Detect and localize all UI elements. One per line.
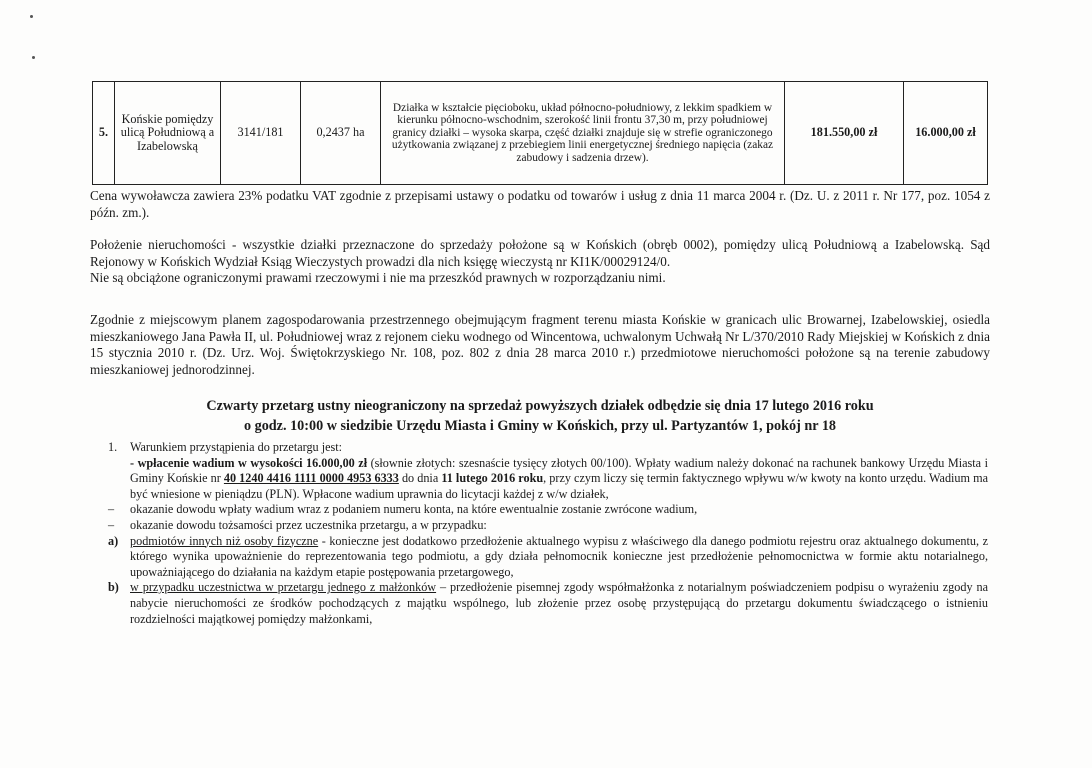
deposit-amount: 16.000,00 zł [904,82,988,185]
item-a-marker: a) [108,533,119,548]
dash-marker: – [108,502,115,517]
list-item [108,502,988,518]
spouse-item [130,580,988,627]
dash-marker: – [108,517,115,532]
list-item [108,440,988,502]
vat-text: Cena wywoławcza zawiera 23% podatku VAT zgodnie z przepisami ustawy o podatku od towarów i usług z dnia 11 marca 2004 r. (Dz. U. z 2011 r. Nr 177, poz. 1054 z późn. zm.). [90,188,990,220]
wadium-text: , przy czym liczy się termin faktycznego wpływu w/w kwoty na konto urzędu. Wadium ma być wniesione w pieniądzu (PLN). Wpłacone wadium uprawnia do licytacji każdej z w/w działek, [130,471,988,501]
list-number: 1. [108,440,118,454]
location-text: Położenie nieruchomości - wszystkie działki przeznaczone do sprzedaży położone są w Końskich (obręb 0002), pomiędzy ulicą Południową a Izabelowską. Sąd Rejonowy w Końskich Wydział Ksiąg Wieczystych prowadzi dla nich księgę wieczystą nr KI1K/00029124/0. [90,237,990,269]
legal-entities-text: - konieczne jest dodatkowo przedłożenie aktualnego wypisu z właściwego dla danego podmiotu rejestru oraz aktualnego dokumentu, z którego wynika upoważnienie do reprezentowania tego podmiotu, a gdy działa pełnomocnik konieczne jest przedłożenie pełnomocnictwa w formie aktu notarialnego, upoważniającego do działania na każdym etapie postępowania przetargowego, [130,533,988,579]
wadium-paragraph [130,456,988,503]
plot-area: 0,2437 ha [301,82,381,185]
plot-number: 3141/181 [221,82,301,185]
wadium-text: do dnia [398,471,442,486]
conditions-intro: Warunkiem przystąpienia do przetargu jest: [130,440,343,454]
legal-entities-item [130,534,988,581]
scan-speck [30,15,33,18]
conditions-list [108,440,988,627]
starting-price: 181.550,00 zł [785,82,904,185]
auction-heading-line1: Czwarty przetarg ustny nieograniczony na sprzedaż powyższych działek odbędzie się dnia 17 lutego 2016 roku [206,398,874,414]
auction-heading-line2: o godz. 10:00 w siedzibie Urzędu Miasta i Gminy w Końskich, przy ul. Partyzantów 1, pokój nr 18 [243,418,837,434]
location-paragraph [90,237,990,287]
list-item [108,534,988,581]
wadium-text: (słownie złotych: szesnaście tysięcy złotych 00/100). Wpłaty wadium należy dokonać na rachunek bankowy Urzędu Miasta i Gminy Końskie nr [130,455,988,486]
bank-account-number: 40 1240 4416 1111 0000 4953 6333 [223,471,399,486]
list-item [108,580,988,627]
zoning-text: Zgodnie z miejscowym planem zagospodarowania przestrzennego obejmującym fragment terenu miasta Końskie w granicach ulic Browarnej, Izabelowskiej, osiedla mieszkaniowego Jana Pawła II, ul. Południowej wraz z rejonem cieku wodnego od Wincentowa, uchwalonym Uchwałą Nr L/370/2010 Rady Miejskiej w Końskich z dnia 15 stycznia 2010 r. (Dz. Urz. Woj. Świętokrzyskiego Nr. 108, poz. 802 z dnia 28 marca 2010 r.) przedmiotowe nieruchomości położone są na terenie zabudowy mieszkaniowej jednorodzinnej. [90,312,990,377]
spouse-text: – przedłożenie pisemnej zgody współmałżonka z notarialnym poświadczeniem podpisu o wyrażeniu zgody na nabycie nieruchomości ze środków pochodzących z majątku wspólnego, lub złożenie przez osobę przystępującą do przetargu dokumentu świadczącego o istnieniu rozdzielności majątkowej pomiędzy małżonkami, [130,580,988,626]
list-item [108,518,988,534]
legal-entities-lead: podmiotów innych niż osoby fizyczne [130,533,319,548]
plot-description: Działka w kształcie pięcioboku, układ północno-południowy, z lekkim spadkiem w kierunku północno-wschodnim, szerokość linii frontu 37,30 m, przy południowej granicy działki – wysoka skarpa, część działki znajduje się w strefie ograniczonego użytkowania związanej z przebiegiem linii energetycznej średniego napięcia (zakaz zabudowy i sadzenia drzew). [381,82,785,185]
payment-deadline: 11 lutego 2016 roku [441,471,544,486]
spouse-lead: w przypadku uczestnictwa w przetargu jednego z małżonków [130,580,437,595]
wadium-lead: - wpłacenie wadium w wysokości 16.000,00 zł [130,455,368,470]
item-b-marker: b) [108,580,119,595]
zoning-paragraph [90,312,990,378]
scan-speck [32,56,35,59]
plot-location: Końskie pomiędzy ulicą Południową a Izabelowską [115,82,221,185]
proof-of-payment-item: okazanie dowodu wpłaty wadium wraz z podaniem numeru konta, na które ewentualnie zostanie zwrócone wadium, [130,502,698,517]
encumbrance-text: Nie są obciążone ograniczonymi prawami rzeczowymi i nie ma przeszkód prawnych w rozporządzaniu nimi. [90,270,666,286]
plot-table [92,81,988,185]
auction-heading [90,396,990,436]
identity-item: okazanie dowodu tożsamości przez uczestnika przetargu, a w przypadku: [130,517,487,532]
table-row [93,82,988,185]
row-number: 5. [93,82,115,185]
vat-paragraph [90,188,990,221]
